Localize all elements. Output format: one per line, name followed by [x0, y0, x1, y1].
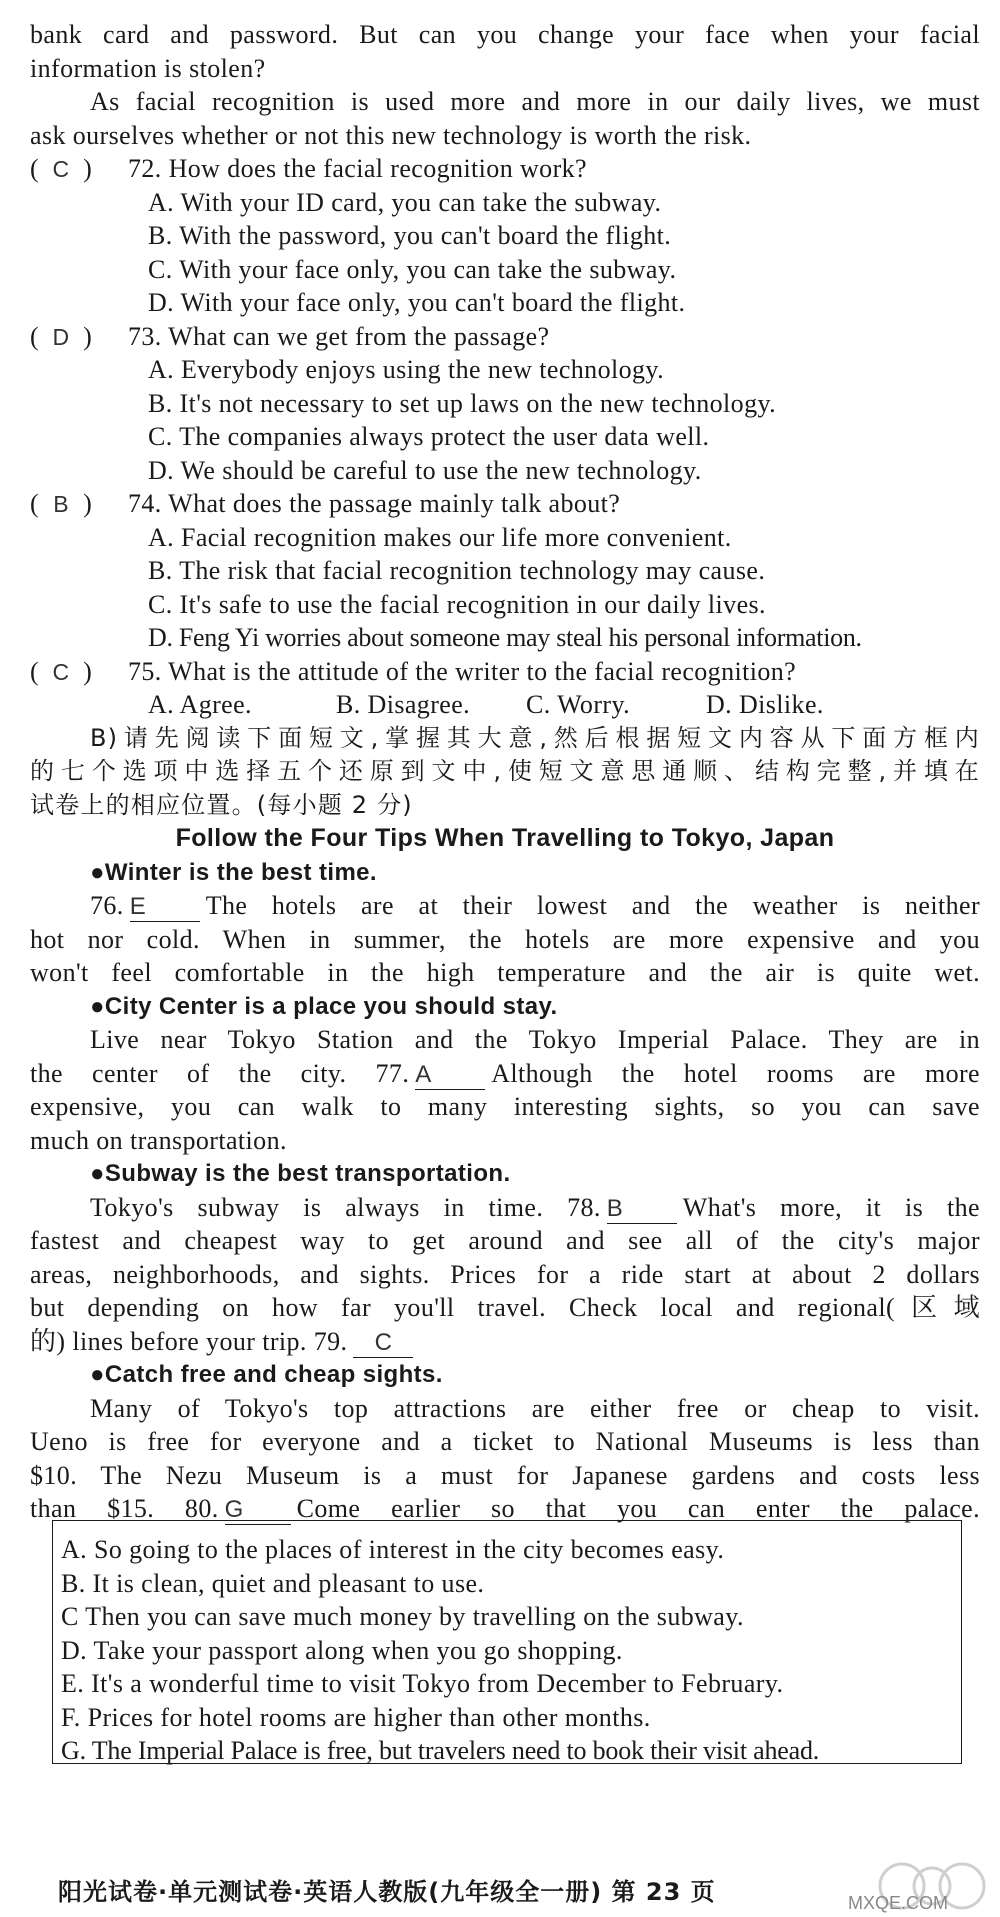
option: B. With the password, you can't board the flight. [148, 221, 672, 250]
answer-bracket: ( C ) [30, 655, 140, 690]
passage-line: ask ourselves whether or not this new technology is worth the risk. [30, 120, 752, 150]
answer-blank: C [353, 1329, 413, 1358]
passage-text: Although the hotel rooms are more [491, 1058, 980, 1088]
passage-line: fastest and cheapest way to get around and see all of the city's major [30, 1226, 980, 1255]
tip-heading: ●City Center is a place you should stay. [90, 992, 558, 1020]
passage-line [30, 1325, 980, 1359]
passage-text: the center of the city. 77. [30, 1058, 410, 1088]
option: A. Agree. [148, 690, 252, 719]
question-stem: 75. What is the attitude of the writer to the facial recognition? [128, 656, 797, 686]
answer-mark: B [53, 491, 69, 517]
box-option: C Then you can save much money by travelling on the subway. [61, 1602, 744, 1631]
passage-line: won't feel comfortable in the high temperature and the air is quite wet. [30, 958, 980, 987]
option: D. Feng Yi worries about someone may steal his personal information. [148, 623, 862, 652]
question-72 [30, 152, 980, 186]
option: D. We should be careful to use the new technology. [148, 455, 702, 485]
box-option: G. The Imperial Palace is free, but travelers need to book their visit ahead. [61, 1736, 820, 1765]
option: C. The companies always protect the user data well. [148, 422, 710, 451]
answer-blank: A [415, 1061, 485, 1090]
answer-bracket: ( C ) [30, 152, 140, 187]
answer-bracket: ( B ) [30, 487, 140, 522]
tip-heading: ●Subway is the best transportation. [90, 1160, 511, 1187]
passage-text: 的) lines before your trip. 79. [30, 1326, 348, 1356]
question-number: 76. [90, 891, 124, 920]
instruction-line: B)请先阅读下面短文,掌握其大意,然后根据短文内容从下面方框内 [90, 723, 980, 752]
option: A. Everybody enjoys using the new technology. [148, 355, 664, 384]
passage-title: Follow the Four Tips When Travelling to Tokyo, Japan [175, 824, 835, 852]
tip-heading: ●Catch free and cheap sights. [90, 1361, 443, 1388]
passage-line: information is stolen? [30, 53, 266, 83]
answer-blank: B [607, 1195, 677, 1224]
passage-line: Ueno is free for everyone and a ticket to National Museums is less than [30, 1427, 980, 1456]
option: A. Facial recognition makes our life more convenient. [148, 522, 732, 552]
options-row [30, 688, 980, 722]
box-option: B. It is clean, quiet and pleasant to use. [61, 1568, 485, 1598]
passage-text: Come earlier so that you can enter the palace. [296, 1494, 980, 1523]
question-stem: 74. What does the passage mainly talk about? [128, 489, 621, 518]
passage-line [30, 889, 980, 923]
option: C. It's safe to use the facial recognition in our daily lives. [148, 589, 766, 619]
passage-line: but depending on how far you'll travel. Check local and regional(区域 [30, 1293, 980, 1322]
box-option: D. Take your passport along when you go shopping. [61, 1635, 623, 1665]
answer-mark: D [52, 323, 70, 350]
passage-line: Many of Tokyo's top attractions are either free or cheap to visit. [90, 1393, 980, 1423]
passage-line: much on transportation. [30, 1125, 287, 1155]
page-footer: 阳光试卷·单元测试卷·英语人教版(九年级全一册) 第 23 页 [58, 1878, 716, 1906]
option: C. With your face only, you can take the subway. [148, 254, 677, 284]
box-option: E. It's a wonderful time to visit Tokyo from December to February. [61, 1669, 784, 1698]
passage-line: hot nor cold. When in summer, the hotels are more expensive and you [30, 924, 980, 954]
instruction-line: 的七个选项中选择五个还原到文中,使短文意思通顺、结构完整,并填在 [30, 757, 980, 785]
question-75 [30, 655, 980, 689]
question-stem: 72. How does the facial recognition work? [128, 154, 587, 183]
passage-line: expensive, you can walk to many interesting sights, so you can save [30, 1092, 980, 1121]
passage-text: What's more, it is the [682, 1192, 980, 1222]
passage-line: As facial recognition is used more and more in our daily lives, we must [90, 87, 980, 116]
option: C. Worry. [526, 690, 631, 719]
option: B. It's not necessary to set up laws on the new technology. [148, 388, 777, 418]
option: A. With your ID card, you can take the subway. [148, 187, 662, 217]
watermark-text: MXQE.COM [848, 1893, 949, 1913]
passage-line [30, 1057, 980, 1091]
passage-line: Live near Tokyo Station and the Tokyo Imperial Palace. They are in [90, 1025, 980, 1054]
options-box [52, 1520, 962, 1764]
option: B. The risk that facial recognition technology may cause. [148, 556, 766, 585]
box-option: F. Prices for hotel rooms are higher than other months. [61, 1702, 651, 1732]
box-option: A. So going to the places of interest in the city becomes easy. [61, 1535, 725, 1564]
option: D. With your face only, you can't board the flight. [148, 288, 686, 317]
passage-line [30, 1191, 980, 1225]
answer-blank: E [130, 893, 200, 922]
option: D. Dislike. [706, 690, 824, 719]
question-74 [30, 487, 980, 521]
passage-line: $10. The Nezu Museum is a must for Japanese gardens and costs less [30, 1460, 980, 1490]
instruction-line: 试卷上的相应位置。(每小题 2 分) [30, 790, 413, 819]
question-stem: 73. What can we get from the passage? [128, 321, 550, 351]
answer-blank: G [225, 1496, 291, 1525]
exam-page [30, 18, 980, 1526]
answer-bracket: ( D ) [30, 320, 140, 355]
passage-text: than $15. 80. [30, 1494, 219, 1523]
option: B. Disagree. [336, 690, 471, 719]
passage-line: bank card and password. But can you change your face when your facial [30, 20, 980, 49]
question-73 [30, 320, 980, 354]
answer-mark: C [52, 658, 70, 685]
passage-line: areas, neighborhoods, and sights. Prices for a ride start at about 2 dollars [30, 1259, 980, 1289]
tip-heading: ●Winter is the best time. [90, 858, 377, 886]
passage-text: Tokyo's subway is always in time. 78. [90, 1192, 601, 1222]
passage-text: The hotels are at their lowest and the weather is neither [205, 891, 980, 920]
answer-mark: C [52, 156, 70, 182]
